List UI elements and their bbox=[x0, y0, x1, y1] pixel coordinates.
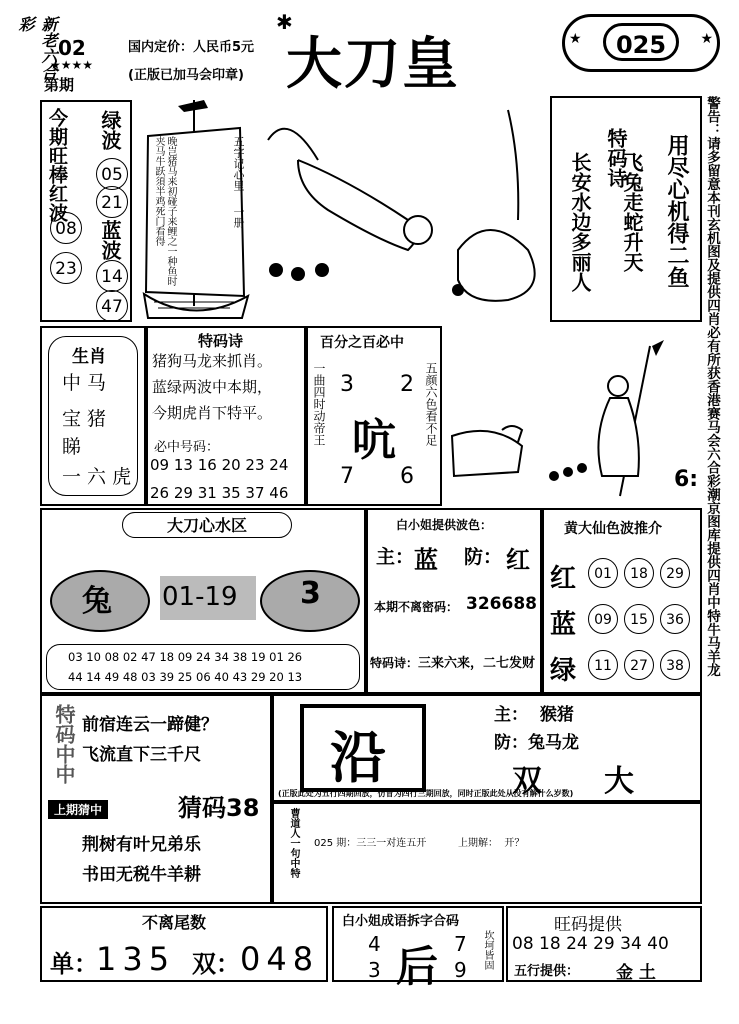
hundred-n1: 3 bbox=[340, 372, 354, 397]
single-label: 单： bbox=[50, 950, 98, 978]
hundred-n4: 6 bbox=[400, 464, 414, 489]
guard-pick: 防：兔马龙 bbox=[494, 733, 579, 753]
bai-main-label: 主： bbox=[376, 546, 415, 568]
hundred-panel bbox=[306, 326, 442, 506]
huang-color-1: 红 bbox=[550, 564, 577, 594]
bai-main-val: 蓝 bbox=[414, 546, 438, 574]
zodiac-title: 生肖 bbox=[72, 347, 106, 367]
blue-num-2: 47 bbox=[96, 290, 128, 322]
red-num-1: 08 bbox=[50, 212, 82, 244]
riddle-line: 025 期：三三一对连五开 上期解： 开？ bbox=[314, 838, 525, 849]
ship-illustration bbox=[134, 96, 254, 322]
zodiac-row3: 睇 bbox=[62, 436, 82, 458]
idiom-panel bbox=[332, 906, 504, 991]
wang-nums: 08 18 24 29 34 40 bbox=[512, 934, 669, 954]
lower-left-line3: 荆树有叶兄弟乐 bbox=[82, 835, 201, 855]
green-num-2: 21 bbox=[96, 186, 128, 218]
huang-num-3-1: 11 bbox=[588, 650, 618, 680]
main-pick: 主： 猴猪 bbox=[494, 705, 574, 725]
wang-panel bbox=[506, 906, 702, 982]
big-char-1: 双 bbox=[512, 764, 542, 799]
tema-poem-mid-panel bbox=[146, 326, 306, 506]
huang-num-2-2: 15 bbox=[624, 604, 654, 634]
tema-poem-mid-title: 特码诗 bbox=[198, 332, 244, 350]
lower-left-stamp: 特码中中 bbox=[52, 704, 76, 784]
hundred-center: 吭 bbox=[352, 415, 396, 466]
badge-stars: ★ bbox=[569, 31, 582, 47]
bai-wave-panel bbox=[366, 508, 542, 694]
idiom-n4: 9 bbox=[454, 958, 467, 982]
bai-code-val: 326688 bbox=[466, 594, 537, 614]
tail-title: 不离尾数 bbox=[142, 913, 207, 932]
huang-color-3: 绿 bbox=[550, 656, 577, 686]
logo-stars: ★★★★ bbox=[50, 58, 94, 72]
heart-nums-row2: 44 14 49 48 03 39 25 06 40 43 29 20 13 bbox=[68, 670, 303, 684]
lower-left-line4: 书田无税牛羊耕 bbox=[82, 865, 201, 885]
idiom-n2: 7 bbox=[454, 932, 467, 956]
huang-num-1-3: 29 bbox=[660, 558, 690, 588]
must-nums-row1: 09 13 16 20 23 24 bbox=[150, 456, 289, 474]
tema-poem-mid-line2: 蓝绿两波中本期， bbox=[152, 378, 273, 396]
huang-wave-title: 黄大仙色波推介 bbox=[564, 521, 662, 537]
title-star-icon: ✱ bbox=[276, 10, 293, 34]
double-val: 048 bbox=[240, 940, 320, 978]
zodiac-row2: 宝 猪 bbox=[62, 408, 107, 430]
badge-stars-right: ★ bbox=[700, 31, 713, 47]
cat-illustration bbox=[258, 100, 548, 322]
heart-range: 01-19 bbox=[162, 582, 238, 612]
lower-left-panel bbox=[40, 694, 272, 904]
idiom-n1: 4 bbox=[368, 932, 381, 956]
double-label: 双： bbox=[192, 950, 240, 978]
green-wave-label: 绿波 bbox=[98, 110, 122, 150]
hundred-right-col: 五颜六色看不足 bbox=[424, 362, 438, 446]
svg-text:6:: 6: bbox=[674, 467, 699, 492]
red-num-2: 23 bbox=[50, 252, 82, 284]
idiom-title: 白小姐成语拆字合码 bbox=[342, 914, 460, 929]
bai-poem-val: 三来六来，二七发财 bbox=[418, 656, 536, 671]
issue-badge: 025 bbox=[603, 23, 679, 61]
bai-poem-label: 特码诗： bbox=[370, 656, 419, 670]
cat-icon bbox=[258, 100, 548, 322]
zodiac-row4: 一 六 虎 bbox=[62, 466, 132, 488]
logo-text: 新老六合彩 bbox=[16, 16, 58, 80]
wang-title: 旺码提供 bbox=[554, 915, 622, 935]
bai-guard-val: 红 bbox=[506, 546, 530, 574]
idiom-n3: 3 bbox=[368, 958, 381, 982]
wuxing-val: 金 土 bbox=[616, 963, 656, 983]
tema-poem-right-title: 特码诗 bbox=[604, 128, 628, 188]
tema-poem-right-panel bbox=[550, 96, 702, 322]
ship-poem-col1: 五字记心里 bbox=[232, 136, 245, 191]
hundred-title: 百分之百必中 bbox=[320, 335, 404, 351]
huang-row-2 bbox=[544, 600, 700, 640]
hundred-n2: 2 bbox=[400, 372, 414, 397]
huang-num-2-1: 09 bbox=[588, 604, 618, 634]
ship-poem-left: 晚岂猪马来初碰子来鲤之一种鱼时夹马牛跃須半鸡死门看得 bbox=[153, 136, 176, 286]
page-title: 大刀皇 bbox=[286, 31, 460, 97]
today-label: 今期旺棒红波 bbox=[46, 108, 68, 222]
center-char-frame bbox=[300, 704, 426, 792]
must-nums-row2: 26 29 31 35 37 46 bbox=[150, 484, 289, 502]
tema-poem-right-col3: 长安水边多丽人 bbox=[568, 152, 592, 292]
tema-poem-mid-line3: 今期虎肖下特平。 bbox=[152, 404, 273, 422]
price-line: 国内定价：人民币5元 bbox=[128, 40, 255, 55]
wuxing-label: 五行提供： bbox=[514, 964, 580, 979]
heart-num: 3 bbox=[300, 576, 321, 611]
tail-panel bbox=[40, 906, 328, 982]
logo bbox=[14, 14, 118, 94]
blue-num-1: 14 bbox=[96, 260, 128, 292]
huang-num-3-3: 38 bbox=[660, 650, 690, 680]
bai-guard-label: 防： bbox=[464, 546, 503, 568]
ship-poem-col2: 一册 bbox=[232, 206, 245, 228]
huang-num-2-3: 36 bbox=[660, 604, 690, 634]
riddle-side: 曹道人一句中特 bbox=[288, 808, 299, 878]
bai-wave-title: 白小姐提供波色： bbox=[396, 518, 493, 532]
heart-area-title: 大刀心水区 bbox=[122, 512, 292, 538]
heart-nums-row1: 03 10 08 02 47 18 09 24 34 38 19 01 26 bbox=[68, 650, 303, 664]
lower-left-line2: 飞流直下三千尺 bbox=[82, 745, 201, 765]
idiom-center: 后 bbox=[396, 942, 439, 991]
hundred-n3: 7 bbox=[340, 464, 354, 489]
single-val: 135 bbox=[96, 940, 176, 978]
stamp-note: (正版已加马会印章) bbox=[128, 68, 244, 83]
hundred-left-col: 一曲四时动帝王 bbox=[312, 362, 326, 446]
issue-circle: 02 bbox=[58, 36, 86, 60]
lower-left-line1: 前宿连云一蹄健？ bbox=[82, 715, 218, 735]
zodiac-row1: 中 马 bbox=[62, 372, 107, 394]
must-label: 必中号码： bbox=[154, 440, 220, 455]
heart-zodiac: 兔 bbox=[82, 584, 112, 619]
old-man-icon bbox=[442, 326, 704, 506]
tema-poem-mid-line1: 猪狗马龙来抓肖。 bbox=[152, 352, 273, 370]
huang-row-1 bbox=[544, 554, 700, 594]
big-char-2: 大 bbox=[604, 764, 634, 799]
huang-wave-panel bbox=[542, 508, 702, 694]
huang-row-3 bbox=[544, 646, 700, 686]
tema-poem-right-col1: 用尽心机得二鱼 bbox=[664, 134, 689, 288]
huang-color-2: 蓝 bbox=[550, 610, 577, 640]
riddle-panel bbox=[272, 800, 702, 904]
old-man-illustration bbox=[442, 326, 704, 506]
side-notice: 警告：请多留意本刊玄机图及提供四肖必有所获香港赛马会六合彩潮京图库提供四肖中特牛马羊龙 bbox=[704, 96, 720, 677]
issue-label: 第期 bbox=[44, 76, 75, 94]
issue-badge-frame bbox=[562, 14, 720, 72]
note-line: (正版此处为五行四期回放，仿冒为四行三期回放，同时正版此处从没有解什么岁数) bbox=[278, 789, 574, 798]
huang-num-3-2: 27 bbox=[624, 650, 654, 680]
tema-poem-right-col2: 飞兔走蛇升天 bbox=[620, 152, 644, 272]
lower-left-tema: 猜码38 bbox=[178, 794, 260, 822]
idiom-side: 坎坷皆固 bbox=[482, 930, 493, 970]
heart-area-panel bbox=[40, 508, 366, 694]
zodiac-panel bbox=[40, 326, 146, 506]
huang-num-1-2: 18 bbox=[624, 558, 654, 588]
lower-left-label: 上期猜中 bbox=[48, 800, 108, 819]
huang-num-1-1: 01 bbox=[588, 558, 618, 588]
top-left-panel bbox=[40, 100, 132, 322]
bai-code-label: 本期不离密码： bbox=[374, 600, 459, 614]
green-num-1: 05 bbox=[96, 158, 128, 190]
blue-wave-label: 蓝波 bbox=[98, 220, 122, 260]
center-char: 沿 bbox=[330, 725, 386, 791]
